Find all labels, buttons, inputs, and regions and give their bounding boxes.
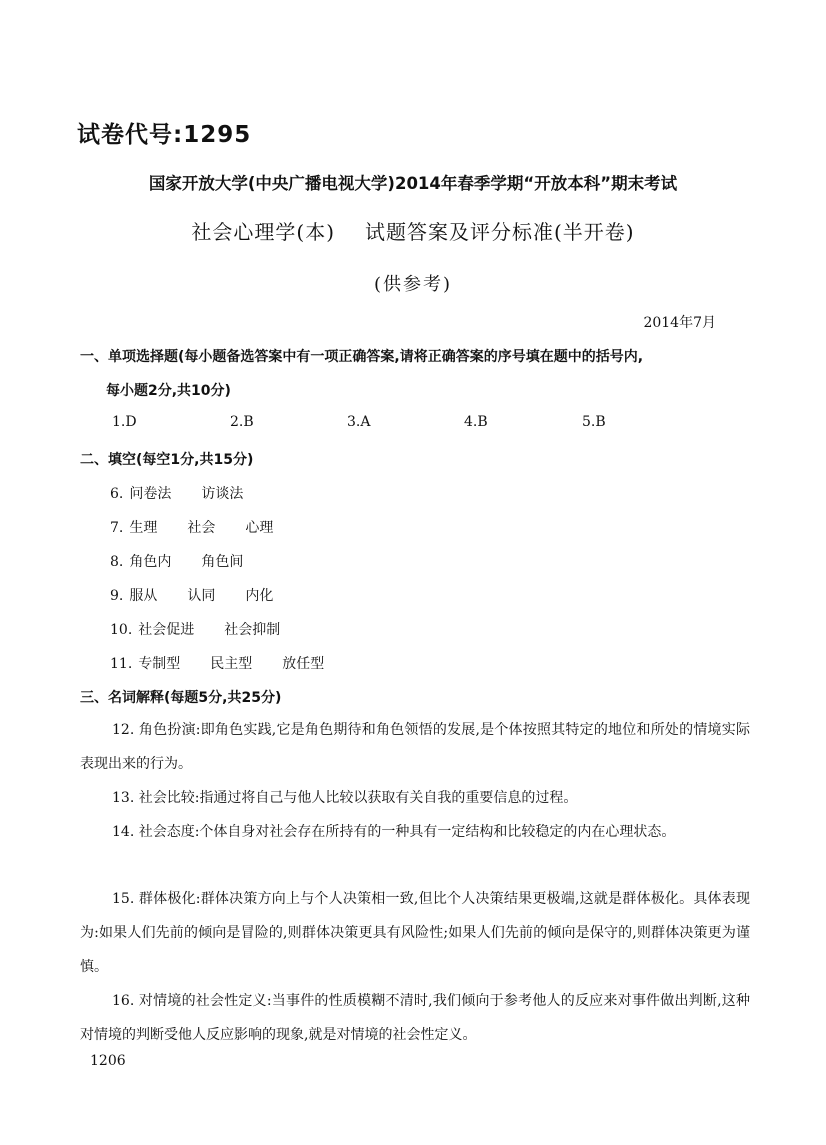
fill-answer-row bbox=[110, 517, 303, 537]
fill-answer-number: 6. bbox=[110, 486, 124, 502]
fill-answer-item: 社会促进 bbox=[138, 622, 195, 638]
fill-answer-item: 社会 bbox=[187, 520, 216, 536]
fill-answer-item: 认同 bbox=[187, 588, 216, 604]
fill-answer-item: 社会抑制 bbox=[224, 622, 281, 638]
course-name: 社会心理学(本) bbox=[191, 220, 335, 244]
answer-key-title: 试题答案及评分标准(半开卷) bbox=[365, 220, 635, 244]
reference-note: (供参考) bbox=[373, 274, 453, 295]
fill-answer-row bbox=[110, 585, 303, 605]
section3-heading: 三、名词解释(每题5分,共25分) bbox=[80, 690, 282, 706]
fill-answer-number: 9. bbox=[110, 588, 124, 604]
mcq-answer: 1.D bbox=[112, 414, 137, 430]
mcq-answer: 2.B bbox=[230, 414, 254, 430]
exam-title: 国家开放大学(中央广播电视大学)2014年春季学期“开放本科”期末考试 bbox=[148, 174, 678, 193]
section1-heading-line1: 一、单项选择题(每小题备选答案中有一项正确答案,请将正确答案的序号填在题中的括号内, bbox=[80, 349, 644, 365]
fill-answer-number: 10. bbox=[110, 622, 133, 638]
fill-answer-item: 角色间 bbox=[201, 554, 244, 570]
fill-answer-number: 7. bbox=[110, 520, 124, 536]
fill-answer-item: 访谈法 bbox=[201, 486, 244, 502]
mcq-answer: 3.A bbox=[347, 414, 371, 430]
definition-paragraph: 12. 角色扮演:即角色实践,它是角色期待和角色领悟的发展,是个体按照其特定的地位和所处的情境实际表现出来的行为。 bbox=[80, 722, 750, 772]
section2-heading: 二、填空(每空1分,共15分) bbox=[80, 452, 254, 468]
exam-code-label: 试卷代号:1295 bbox=[77, 122, 252, 148]
fill-answer-item: 内化 bbox=[245, 588, 274, 604]
fill-answer-item: 放任型 bbox=[282, 656, 325, 672]
exam-date: 2014年7月 bbox=[643, 315, 716, 331]
fill-answer-item: 心理 bbox=[245, 520, 274, 536]
fill-answer-item: 专制型 bbox=[138, 656, 181, 672]
mcq-answer: 5.B bbox=[582, 414, 606, 430]
course-title bbox=[0, 216, 826, 245]
definition-paragraph: 16. 对情境的社会性定义:当事件的性质模糊不清时,我们倾向于参考他人的反应来对事件做出判断,这种对情境的判断受他人反应影响的现象,就是对情境的社会性定义。 bbox=[80, 993, 750, 1043]
fill-answer-item: 问卷法 bbox=[129, 486, 172, 502]
fill-answer-item: 角色内 bbox=[129, 554, 172, 570]
definition-paragraph: 14. 社会态度:个体自身对社会存在所持有的一种具有一定结构和比较稳定的内在心理状态。 bbox=[112, 824, 676, 840]
fill-answer-row bbox=[110, 653, 354, 673]
fill-answer-row bbox=[110, 619, 310, 639]
definition-paragraph: 15. 群体极化:群体决策方向上与个人决策相一致,但比个人决策结果更极端,这就是群体极化。具体表现为:如果人们先前的倾向是冒险的,则群体决策更具有风险性;如果人们先前的倾向是保守的,则群体决策更为谨慎。 bbox=[80, 891, 750, 975]
fill-answer-row bbox=[110, 483, 273, 503]
definition-paragraph: 13. 社会比较:指通过将自己与他人比较以获取有关自我的重要信息的过程。 bbox=[112, 790, 578, 806]
page-number: 1206 bbox=[90, 1053, 126, 1069]
fill-answer-row bbox=[110, 551, 273, 571]
section1-heading-line2: 每小题2分,共10分) bbox=[106, 383, 231, 399]
mcq-answer: 4.B bbox=[464, 414, 488, 430]
fill-answer-item: 民主型 bbox=[210, 656, 253, 672]
fill-answer-number: 8. bbox=[110, 554, 124, 570]
fill-answer-item: 生理 bbox=[129, 520, 158, 536]
fill-answer-number: 11. bbox=[110, 656, 133, 672]
fill-answer-item: 服从 bbox=[129, 588, 158, 604]
